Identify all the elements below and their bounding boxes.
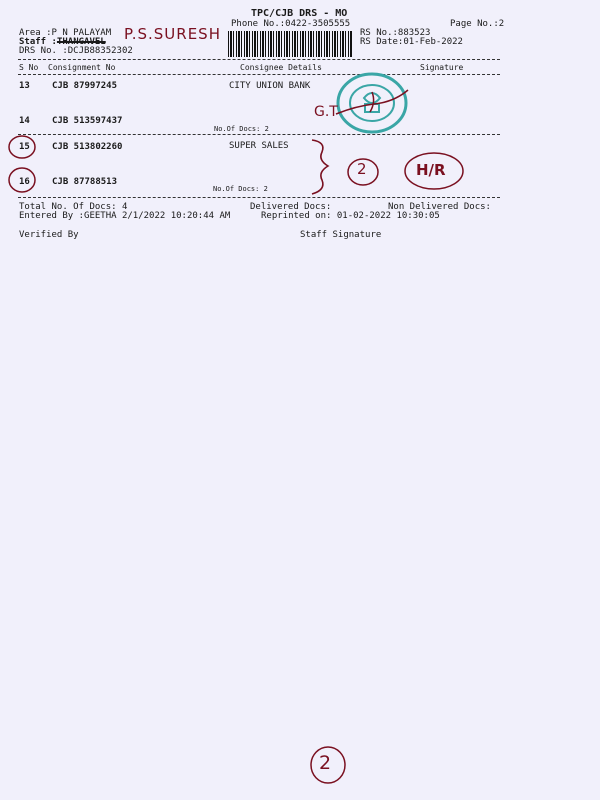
document-title: TPC/CJB DRS - MO <box>251 8 348 19</box>
row-sno: 13 <box>19 81 30 91</box>
row-consignee: CITY UNION BANK <box>229 81 311 91</box>
divider <box>18 74 500 75</box>
area-label: Area :P N PALAYAM <box>19 28 112 38</box>
divider <box>18 197 500 198</box>
col-consignment: Consignment No <box>48 63 116 72</box>
col-consignee: Consignee Details <box>240 63 322 72</box>
row-consignment: CJB 87788513 <box>52 177 118 187</box>
handwritten-signature: G.T <box>314 104 338 120</box>
drs-number: DRS No. :DCJB88352302 <box>19 46 133 56</box>
phone-number: Phone No.:0422-3505555 <box>231 19 351 29</box>
row-docs-count: No.Of Docs: 2 <box>214 125 269 133</box>
staff-label: Staff : <box>19 37 57 47</box>
verified-by: Verified By <box>19 230 79 240</box>
circle-mark-icon <box>6 133 38 161</box>
entered-by: Entered By :GEETHA 2/1/2022 10:20:44 AM <box>19 211 231 221</box>
handwritten-hr: H/R <box>416 161 446 179</box>
staff-signature: Staff Signature <box>300 230 382 240</box>
col-signature: Signature <box>420 63 464 72</box>
circle-mark-icon <box>6 165 38 195</box>
signature-scribble-icon <box>332 88 412 118</box>
col-sno: S No <box>19 63 39 72</box>
reprinted-on: Reprinted on: 01-02-2022 10:30:05 <box>261 211 440 221</box>
row-sno: 16 <box>19 177 30 187</box>
row-consignment: CJB 513802260 <box>52 142 123 152</box>
handwritten-staff-name: P.S.SURESH <box>124 25 221 43</box>
divider <box>18 59 500 60</box>
handwritten-page-mark: 2 <box>319 752 332 774</box>
row-sno: 15 <box>19 142 30 152</box>
row-sno: 14 <box>19 116 30 126</box>
row-consignment: CJB 87997245 <box>52 81 118 91</box>
staff-name: THANGAVEL <box>56 37 106 47</box>
row-consignee: SUPER SALES <box>229 141 289 151</box>
brace-mark-icon <box>308 138 334 196</box>
rs-date: RS Date:01-Feb-2022 <box>360 37 463 47</box>
delivered-docs: Delivered Docs: <box>250 202 332 212</box>
non-delivered-docs: Non Delivered Docs: <box>388 202 491 212</box>
barcode-image <box>228 31 352 57</box>
divider <box>18 134 500 135</box>
rs-number: RS No.:883523 <box>360 28 431 38</box>
page-number: Page No.:2 <box>450 19 505 29</box>
row-docs-count: No.Of Docs: 2 <box>213 185 268 193</box>
handwritten-count: 2 <box>357 160 367 178</box>
row-consignment: CJB 513597437 <box>52 116 123 126</box>
total-docs: Total No. Of Docs: 4 <box>19 202 128 212</box>
